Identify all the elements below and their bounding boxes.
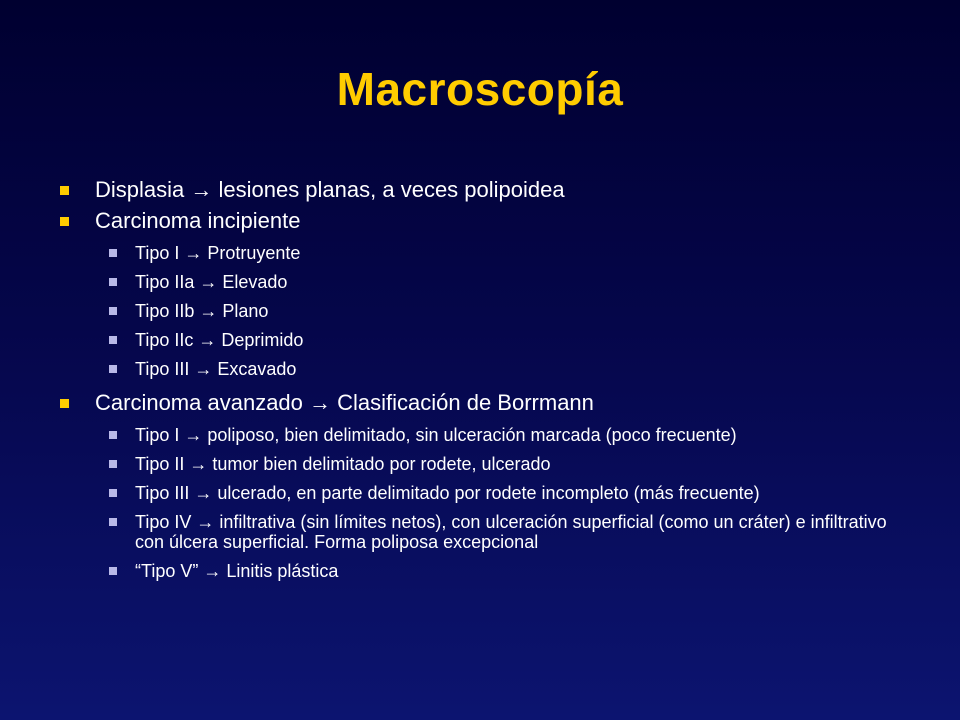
- sub-bullet-square-icon: [109, 307, 117, 315]
- sub-bullet-square-icon: [109, 518, 117, 526]
- sub-bullet-square-icon: [109, 249, 117, 257]
- bullet-item: [60, 389, 920, 416]
- bullet-item: [60, 207, 920, 234]
- sub-bullet-square-icon: [109, 460, 117, 468]
- sub-bullet-item: [60, 483, 920, 503]
- sub-bullet-text: “Tipo V” → Linitis plástica: [135, 561, 339, 581]
- bullet-square-icon: [60, 186, 69, 195]
- sub-bullet-item: [60, 359, 920, 379]
- slide-title: Macroscopía: [336, 63, 624, 115]
- sub-bullet-square-icon: [109, 567, 117, 575]
- bullet-list: [60, 172, 920, 581]
- bullet-square-icon: [60, 399, 69, 408]
- bullet-square-icon: [60, 217, 69, 226]
- sub-bullet-square-icon: [109, 489, 117, 497]
- bullet-text: Carcinoma incipiente: [95, 208, 301, 233]
- sub-bullet-text: Tipo I → poliposo, bien delimitado, sin ulceración marcada (poco frecuente): [135, 425, 737, 445]
- bullet-item: [60, 176, 920, 203]
- sub-bullet-square-icon: [109, 431, 117, 439]
- sub-bullet-square-icon: [109, 365, 117, 373]
- sub-bullet-item: [60, 512, 920, 552]
- sub-bullet-item: [60, 301, 920, 321]
- sub-bullet-item: [60, 561, 920, 581]
- sub-bullet-item: [60, 454, 920, 474]
- sub-bullet-text: Tipo IIb → Plano: [135, 301, 269, 321]
- sub-bullet-item: [60, 272, 920, 292]
- sub-bullet-text: Tipo II → tumor bien delimitado por rodete, ulcerado: [135, 454, 551, 474]
- sub-bullet-square-icon: [109, 336, 117, 344]
- sub-bullet-text: Tipo III → ulcerado, en parte delimitado por rodete incompleto (más frecuente): [135, 483, 760, 503]
- sub-bullet-text: Tipo III → Excavado: [135, 359, 297, 379]
- sub-bullet-text: Tipo IIa → Elevado: [135, 272, 288, 292]
- bullet-text: Displasia → lesiones planas, a veces polipoidea: [95, 177, 565, 202]
- sub-bullet-item: [60, 425, 920, 445]
- sub-bullet-item: [60, 330, 920, 350]
- sub-bullet-text: Tipo IIc → Deprimido: [135, 330, 304, 350]
- sub-bullet-square-icon: [109, 278, 117, 286]
- bullet-text: Carcinoma avanzado → Clasificación de Borrmann: [95, 390, 594, 415]
- sub-bullet-text: Tipo I → Protruyente: [135, 243, 301, 263]
- sub-bullet-text: Tipo IV → infiltrativa (sin límites netos), con ulceración superficial (como un cráter) e infiltrativo con úlcera superficial. Forma poliposa excepcional: [135, 512, 887, 552]
- sub-bullet-item: [60, 243, 920, 263]
